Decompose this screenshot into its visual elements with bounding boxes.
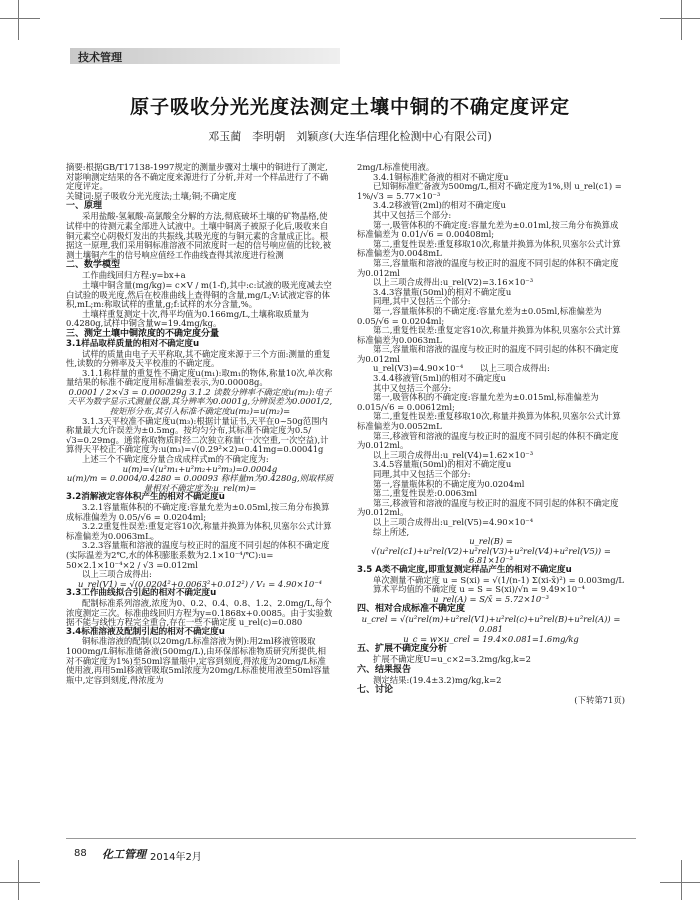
paragraph: 同理,其中又包括三个部分:	[373, 469, 471, 479]
paragraph: 铜标准溶液的配制(以20mg/L标准溶液为例):用2ml移液管吸取1000mg/L铜标准储备液(500mg/L),由环保部标准物质研究所提供,相对不确定度为1%)至50ml容量瓶中,定容到刻度,得浓度为20mg/L标准使用液,再用5ml移液管吸取5ml浓度为20mg/L标准使用液至50ml容量瓶中,定容到刻度,得浓度为	[66, 636, 331, 685]
paragraph: 第一,吸管体积的不确定度:容量允差为±0.015ml,标准偏差为 0.015/√6 = 0.00612ml;	[357, 392, 599, 412]
paragraph: 上述三个不确定度分量合成成样式m的不确定度为:	[82, 454, 269, 465]
section-heading: 四、相对合成标准不确定度	[357, 604, 466, 615]
paragraph: 算术平均值的不确定度 u = S = S(xi)/√n = 9.49×10⁻⁴	[373, 584, 585, 595]
section-heading: 3.5 A类不确定度,即重复测定样品产生的相对不确定度u	[357, 564, 572, 575]
left-column	[66, 163, 334, 685]
paragraph: 3.4.1铜标准贮备液的相对不确定度u	[373, 171, 509, 182]
paragraph: u_rel(A) = S/x̄ = 5.72×10⁻³	[433, 593, 549, 604]
paragraph: 3.4.2移液管(2ml)的相对不确定度u	[373, 200, 506, 211]
page-number: 88	[74, 848, 87, 859]
paragraph: 3.4.3容量瓶(50ml)的相对不确定度u	[373, 286, 512, 297]
section-heading: 七、讨论	[357, 685, 394, 696]
issue-date: 2014年2月	[150, 852, 202, 863]
paragraph: 第一,吸管体积的不确定度:容量允差为±0.01ml,按三角分布换算成标准偏差为 0.01/√6 = 0.00408ml;	[357, 219, 619, 240]
paragraph: 单次测量不确定度 u = S(xi) = √(1/(n-1) Σ(xi-x̄)²) = 0.003mg/L	[373, 574, 624, 585]
paragraph: 扩展不确定度U=u_c×2=3.2mg/kg,k=2	[373, 654, 531, 665]
section-heading: 六、结果报告	[357, 664, 412, 675]
paragraph: 第二,重复性误差:重复定容10次,称量并换算为体积,贝塞尔公式计算标准偏差为0.0063mL	[357, 325, 621, 345]
paragraph: 第一,容量瓶体积的不确定度:容量允差为±0.05ml,标准偏差为 0.05/√6 = 0.0204ml;	[357, 305, 602, 326]
paragraph: 第二,重复性误差:重复移取10次,称量并换算为体积,贝塞尔公式计算标准偏差为0.0048mL	[357, 238, 621, 259]
crop-mark	[660, 882, 700, 883]
paragraph: 3.4.5容量瓶(50ml)的相对不确定度u	[373, 459, 512, 470]
paragraph: 第二,重复性误差:0.0063ml	[373, 488, 478, 499]
section-label: 技术管理	[78, 51, 122, 64]
section-heading: 3.2消解液定容体积产生的相对不确定度u	[66, 492, 225, 503]
paragraph: u_rel(V1) = √(0.0204²+0.0063²+0.012²) / V₁ = 4.90×10⁻⁴	[77, 578, 323, 589]
paragraph: 第三,移液管和溶液的温度与校正时的温度不同引起的体积不确定度为0.012ml。	[357, 497, 619, 518]
section-heading: 3.3工作曲线拟合引起的相对不确定度u	[66, 588, 217, 599]
paragraph: 第一,容量瓶体积的不确定度为0.0204ml	[373, 478, 525, 489]
paragraph: 3.1.3天平校准不确定度u(m₃):根据计量证书,天平在0~50g范围内称量最大允许误差为±0.5mg。按均匀分布,其标准不确定度为0.5/√3=0.29mg。通常称取物质时经二次独立称量(一次空重,一次空益),计算得天平校正不确定度为:u(m₃)=√(0.29²×2)=0.41mg=0.00041g	[66, 415, 329, 455]
paragraph: 以上三项合成得出:	[82, 569, 152, 580]
paragraph: u(m)/m = 0.0004/0.4280 = 0.00093 称样量m为0.4280g,则取样质量相对不确定度为:u_rel(m)=	[66, 473, 334, 493]
paragraph: 3.2.3容量瓶和溶液的温度与校正时的温度不同引起的体积不确定度(实际温差为2℃,水的体积膨胀系数为2.1×10⁻⁴/℃):u= 50×2.1×10⁻⁴×2 / √3 =0.012ml	[66, 540, 330, 570]
paragraph: 配制标准系列溶液,浓度为0、0.2、0.4、0.8、1.2、2.0mg/L,每个浓度测定三次。标准曲线回归方程为y=0.1868x+0.0085。由于实验数据不能与线性方程完全重合,存在一些不确定度 u_rel(c)=0.080	[66, 597, 333, 628]
paragraph: 2mg/L标准使用液。	[357, 162, 435, 172]
paragraph: 以上三项合成得出:u_rel(V4)=1.62×10⁻³	[373, 449, 534, 460]
paragraph: 综上所述,	[373, 526, 410, 537]
continued-note: (下转第71页)	[574, 695, 625, 706]
paragraph: 摘要:根据GB/T17138-1997规定的测量步骤对土壤中的铜进行了测定,对影响测定结果的各不确定度来源进行了分析,并对一个样品进行了不确定度评定。	[66, 162, 329, 192]
crop-mark	[681, 860, 682, 900]
crop-mark	[0, 18, 40, 19]
paragraph: 以上三项合成得出:u_rel(V2)=3.16×10⁻³	[373, 277, 534, 288]
paragraph: u_rel(B) = √(u²rel(c1)+u²rel(V2)+u²rel(V3)+u²rel(V4)+u²rel(V5)) = 6.81×10⁻³	[371, 536, 611, 566]
section-heading: 3.4标准溶液及配制引起的相对不确定度u	[66, 626, 225, 637]
section-heading: 3.1样品取样质量的相对不确定度u	[66, 338, 200, 349]
section-heading: 二、数学模型	[66, 260, 121, 271]
paragraph: 同理,其中又包括三个部分:	[373, 296, 471, 307]
paragraph: 第三,移液管和溶液的温度与校正时的温度不同引起的体积不确定度为0.012ml。	[357, 430, 619, 451]
paragraph: 第二,重复性误差:重复移取10次,称量并换算为体积,贝塞尔公式计算标准偏差为0.0052mL	[357, 411, 621, 432]
section-header-tab	[70, 48, 340, 64]
paragraph: 3.2.2重复性误差:重复定容10次,称量并换算为体积,贝塞尔公式计算标准偏差为0.0063mL。	[66, 521, 332, 541]
section-heading: 一、原理	[66, 201, 103, 212]
paragraph: u_c = w×u_crel = 19.4×0.081=1.6mg/kg	[403, 633, 579, 644]
paragraph: 以上三项合成得出:u_rel(V5)=4.90×10⁻⁴	[373, 516, 534, 527]
crop-mark	[18, 860, 19, 900]
crop-mark	[0, 882, 40, 883]
paragraph: 采用盐酸-氢氟酸-高氯酸全分解的方法,彻底破坏土壤的矿物晶格,使试样中的待测元素全部进入试液中。土壤中铜离子被原子化后,吸收来自铜元素空心阴极灯发出的共振线,其吸光度的与铜元素的含量成正比。根据这一原理,我们采用铜标准溶液不同浓度时一起的信号响应值的比较,被测土壤铜产生的信号响应值经工作曲线查得其浓度进行检测	[66, 211, 331, 260]
crop-mark	[18, 0, 19, 40]
journal-name: 化工管理	[102, 848, 146, 861]
paragraph: u_crel = √(u²rel(m)+u²rel(V1)+u²rel(c)+u²rel(B)+u²rel(A)) = 0.081	[361, 614, 621, 634]
paragraph: 0.0001 / 2×√3 = 0.000029g 3.1.2 读数分辨率不确定度u(m₂):电子天平为数字显示式测量仪器,其分辨率为0.0001g,分辨误差为0.0001/2,按矩形分布,其引入标准不确定度u(m₂)=u(m₂)=	[67, 386, 333, 417]
paragraph: 第三,容量瓶和溶液的温度与校正时的温度不同引起的体积不确定度为0.012ml	[357, 344, 619, 364]
paragraph: 试样的质量由电子天平称取,其不确定度来源于三个方面:测量的重复性,读数的分辨率及天平校准的不确定度。	[66, 348, 331, 369]
paragraph: 其中又包括三个部分:	[373, 209, 452, 220]
paragraph: 3.1.1称样量的重复性不确定度u(m₁):取m₁的物体,称量10次,单次称量结果的标准不确定度用标准偏差表示,为0.00008g。	[66, 367, 333, 388]
paragraph: u(m)=√(u²m₁+u²m₂+u²m₃)=0.0004g	[122, 463, 278, 474]
paragraph: 其中又包括三个部分:	[373, 382, 452, 393]
right-column	[357, 163, 625, 706]
article-authors: 邓玉蔺 李明朝 刘颖彦(大连华信理化检测中心有限公司)	[208, 130, 492, 143]
article-title: 原子吸收分光光度法测定土壤中铜的不确定度评定	[129, 96, 570, 118]
paragraph: 3.4.4移液管(5ml)的相对不确定度u	[373, 373, 506, 384]
paragraph: 土壤中铜含量(mg/kg)= c×V / m(1-f),其中:c:试液的吸光度减去空白试验的吸光度,然后在校准曲线上查得铜的含量,mg/L;V:试液定容的体积,mL;m:称取试样的重量,g;f:试样的水分含量,%。	[66, 279, 332, 310]
section-heading: 三、测定土壤中铜浓度的不确定度分量	[66, 328, 220, 339]
paragraph: 工作曲线回归方程:y=bx+a	[82, 270, 186, 281]
crop-mark	[681, 0, 682, 40]
footer-rule	[66, 838, 636, 839]
paragraph: 第三,容量瓶和溶液的温度与校正时的温度不同引起的体积不确定度为0.012ml	[357, 257, 619, 278]
paragraph: u_rel(V3)=4.90×10⁻⁴ 以上三项合成得出:	[373, 363, 550, 374]
crop-mark	[660, 18, 700, 19]
section-heading: 五、扩展不确定度分析	[357, 644, 448, 655]
paragraph: 3.2.1容量瓶体积的不确定度:容量允差为±0.05ml,按三角分布换算成标准偏差为 0.05/√6 = 0.0204ml;	[66, 502, 330, 522]
paragraph: 已知铜标准贮备液为500mg/L,相对不确定度为1%,则 u_rel(c1) = 1%/√3 = 5.77×10⁻³	[357, 181, 622, 201]
paragraph: 测定结果:(19.4±3.2)mg/kg,k=2	[373, 674, 502, 685]
paragraph: 土壤样重复测定十次,得平均值为0.166mg/L,土壤称取质量为0.4280g,试样中铜含量w=19.4mg/kg。	[66, 308, 309, 329]
paragraph: 关键词:原子吸收分光光度法;土壤;铜;不确定度	[66, 190, 237, 201]
